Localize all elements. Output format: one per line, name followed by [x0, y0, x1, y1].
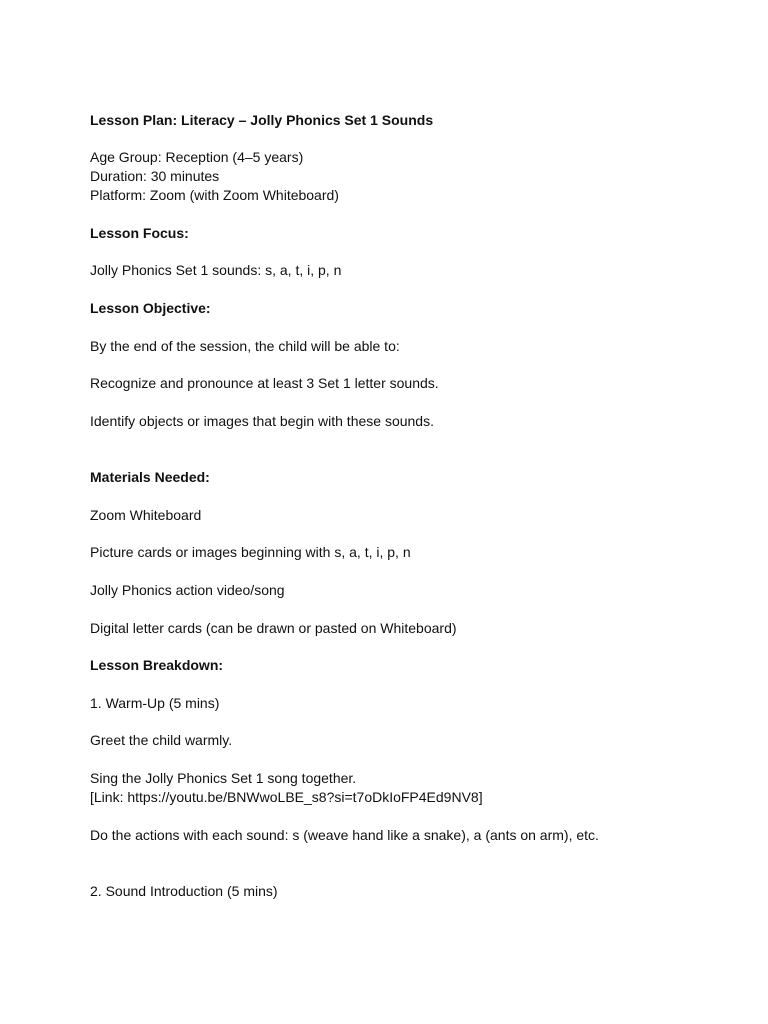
- material-item: Digital letter cards (can be drawn or pasted on Whiteboard): [90, 620, 457, 636]
- objective-heading: Lesson Objective:: [90, 300, 211, 316]
- objective-item: Recognize and pronounce at least 3 Set 1 letter sounds.: [90, 375, 439, 391]
- material-item: Zoom Whiteboard: [90, 507, 202, 523]
- materials-heading: Materials Needed:: [90, 469, 210, 485]
- page-title: Lesson Plan: Literacy – Jolly Phonics Set 1 Sounds: [90, 112, 434, 128]
- warmup-sing-text: Sing the Jolly Phonics Set 1 song together.: [90, 770, 357, 786]
- objective-intro: By the end of the session, the child will be able to:: [90, 338, 400, 354]
- sound-intro-heading: 2. Sound Introduction (5 mins): [90, 883, 278, 899]
- focus-heading: Lesson Focus:: [90, 225, 189, 241]
- warmup-greet-text: Greet the child warmly.: [90, 732, 233, 748]
- focus-text: Jolly Phonics Set 1 sounds: s, a, t, i, p, n: [90, 262, 342, 278]
- breakdown-heading: Lesson Breakdown:: [90, 657, 224, 673]
- material-item: Picture cards or images beginning with s, a, t, i, p, n: [90, 544, 411, 560]
- warmup-actions-text: Do the actions with each sound: s (weave hand like a snake), a (ants on arm), etc.: [90, 827, 599, 843]
- song-link[interactable]: [Link: https://youtu.be/BNWwoLBE_s8?si=t7oDkIoFP4Ed9NV8]: [90, 789, 483, 805]
- platform-text: Platform: Zoom (with Zoom Whiteboard): [90, 187, 339, 203]
- objective-item: Identify objects or images that begin with these sounds.: [90, 413, 434, 429]
- material-item: Jolly Phonics action video/song: [90, 582, 285, 598]
- duration-text: Duration: 30 minutes: [90, 168, 220, 184]
- warmup-heading: 1. Warm-Up (5 mins): [90, 695, 220, 711]
- age-group-text: Age Group: Reception (4–5 years): [90, 149, 304, 165]
